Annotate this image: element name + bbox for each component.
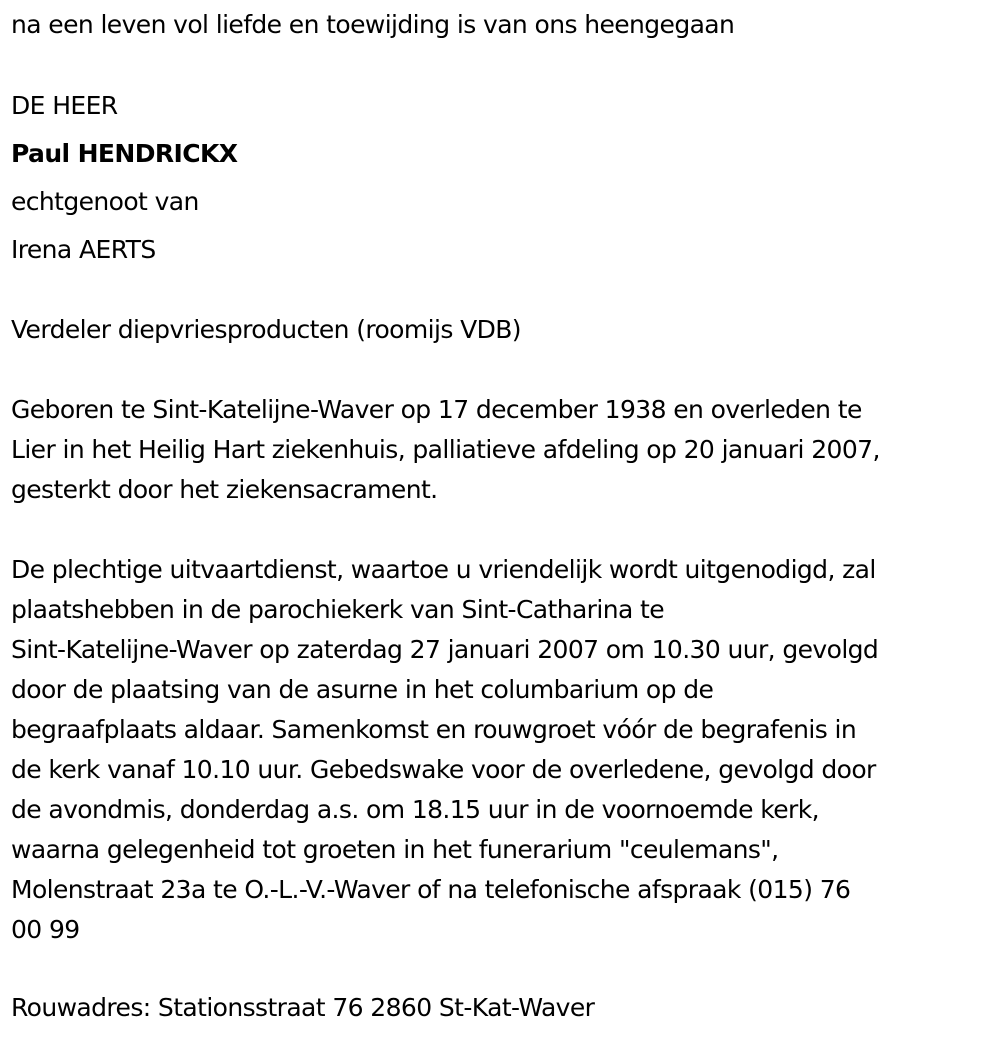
deceased-name: Paul HENDRICKX <box>11 139 238 168</box>
paragraph-line: de kerk vanaf 10.10 uur. Gebedswake voor de overledene, gevolgd door <box>11 755 876 784</box>
intro-line: na een leven vol liefde en toewijding is van ons heengegaan <box>11 10 735 39</box>
paragraph-line: Lier in het Heilig Hart ziekenhuis, palliatieve afdeling op 20 januari 2007, <box>11 435 880 464</box>
paragraph-line: Sint-Katelijne-Waver op zaterdag 27 januari 2007 om 10.30 uur, gevolgd <box>11 635 879 664</box>
paragraph-line: de avondmis, donderdag a.s. om 18.15 uur in de voornoemde kerk, <box>11 795 819 824</box>
paragraph-line: gesterkt door het ziekensacrament. <box>11 475 438 504</box>
paragraph-line: 00 99 <box>11 915 80 944</box>
address-line: Rouwadres: Stationsstraat 76 2860 St-Kat-Waver <box>11 993 595 1022</box>
paragraph-line: door de plaatsing van de asurne in het columbarium op de <box>11 675 714 704</box>
paragraph-line: plaatshebben in de parochiekerk van Sint-Catharina te <box>11 595 665 624</box>
paragraph-line: Molenstraat 23a te O.-L.-V.-Waver of na telefonische afspraak (015) 76 <box>11 875 851 904</box>
occupation-line: Verdeler diepvriesproducten (roomijs VDB) <box>11 315 521 344</box>
paragraph-line: waarna gelegenheid tot groeten in het funerarium "ceulemans", <box>11 835 779 864</box>
spouse-name: Irena AERTS <box>11 235 156 264</box>
honorific: DE HEER <box>11 91 118 120</box>
paragraph-line: begraafplaats aldaar. Samenkomst en rouwgroet vóór de begrafenis in <box>11 715 857 744</box>
relation-line: echtgenoot van <box>11 187 199 216</box>
paragraph-line: De plechtige uitvaartdienst, waartoe u vriendelijk wordt uitgenodigd, zal <box>11 555 876 584</box>
paragraph-line: Geboren te Sint-Katelijne-Waver op 17 december 1938 en overleden te <box>11 395 862 424</box>
